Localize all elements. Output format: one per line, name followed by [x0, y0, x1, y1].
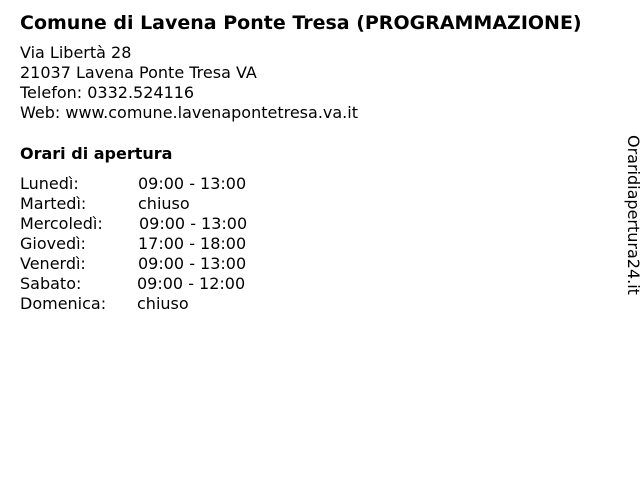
day-label: Mercoledì: — [20, 214, 103, 233]
address-block — [20, 43, 358, 123]
time-value: chiuso — [137, 294, 189, 313]
day-label: Venerdì: — [20, 254, 86, 273]
time-value: 17:00 - 18:00 — [138, 234, 247, 253]
time-value: 09:00 - 12:00 — [137, 274, 246, 293]
hours-heading: Orari di apertura — [20, 144, 173, 163]
day-label: Martedì: — [20, 194, 87, 213]
day-label: Sabato: — [20, 274, 82, 293]
day-label: Giovedì: — [20, 234, 86, 253]
site-watermark: Oraridiapertura24.it — [624, 135, 643, 295]
time-value: 09:00 - 13:00 — [139, 214, 248, 233]
street-address: Via Libertà 28 — [20, 43, 132, 62]
website-link[interactable]: Web: www.comune.lavenapontetresa.va.it — [20, 103, 358, 122]
page-title: Comune di Lavena Ponte Tresa (PROGRAMMAZIONE) — [20, 12, 582, 34]
day-label: Lunedì: — [20, 174, 79, 193]
city-address: 21037 Lavena Ponte Tresa VA — [20, 63, 257, 82]
time-value: chiuso — [138, 194, 190, 213]
time-value: 09:00 - 13:00 — [138, 174, 247, 193]
time-value: 09:00 - 13:00 — [138, 254, 247, 273]
day-label: Domenica: — [20, 294, 107, 313]
phone-number: Telefon: 0332.524116 — [20, 83, 195, 102]
